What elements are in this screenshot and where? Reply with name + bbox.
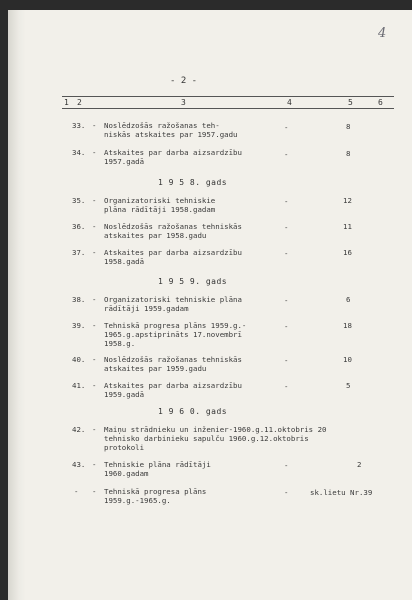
row-title-line1: Atskaites par darba aizsardzību (104, 148, 242, 157)
row-col4: - (284, 356, 289, 365)
row-title-line1: Maiņu strādnieku un inženier-1960.g.11.oktobris 20 (104, 425, 327, 434)
row-dash: - (92, 321, 97, 330)
binder-edge (8, 10, 26, 600)
row-title-line2: 1958.gadā (104, 257, 145, 266)
row-col5: 16 (343, 248, 352, 257)
row-title-line3: protokoli (104, 443, 145, 452)
row-number: 36. (72, 222, 86, 231)
row-number: 43. (72, 460, 86, 469)
row-col5: 18 (343, 321, 352, 330)
row-title-line1: Tehniskie plāna rādītāji (104, 460, 211, 469)
row-title-line1: Organizatoriski tehniskie plāna (104, 295, 242, 304)
row-title-line2: niskās atskaites par 1957.gadu (104, 130, 238, 139)
header-rule-top (62, 96, 394, 97)
row-col5: 2 (357, 460, 362, 469)
row-col4: - (284, 488, 289, 497)
row-number: 41. (72, 381, 86, 390)
row-dash: - (92, 148, 97, 157)
row-dash: - (92, 460, 97, 469)
row-col5: 12 (343, 196, 352, 205)
header-rule-bottom (62, 108, 394, 109)
row-col5: 6 (346, 295, 351, 304)
row-col4: - (284, 322, 289, 331)
section-heading-1958: 1 9 5 8. gads (158, 178, 228, 187)
row-dash: - (92, 487, 97, 496)
section-heading-1960: 1 9 6 0. gads (158, 407, 228, 416)
row-col5: 8 (346, 149, 351, 158)
col-header-4: 4 (287, 98, 292, 107)
row-col4: - (284, 223, 289, 232)
row-title-line1: Noslēdzošās ražošanas teh- (104, 121, 220, 130)
row-title-line2: tehnisko darbinieku sapulču 1960.g.12.oktobris (104, 434, 309, 443)
row-title-line2: 1959.g.-1965.g. (104, 496, 171, 505)
row-number: 40. (72, 355, 86, 364)
row-dash: - (92, 381, 97, 390)
row-col4: - (284, 461, 289, 470)
row-dash: - (92, 222, 97, 231)
page-number: - 2 - (170, 76, 198, 86)
row-title-line2: atskaites par 1959.gadu (104, 364, 207, 373)
row-col4: - (284, 249, 289, 258)
row-title-line1: Noslēdzošās ražošanas tehniskās (104, 222, 242, 231)
section-heading-1959: 1 9 5 9. gads (158, 277, 228, 286)
col-header-3: 3 (181, 98, 186, 107)
row-col5: 11 (343, 222, 352, 231)
row-title-line2: 1965.g.apstiprināts 17.novembrī (104, 330, 242, 339)
row-col4: - (284, 296, 289, 305)
row-title-line2: plāna rādītāji 1958.gadam (104, 205, 216, 214)
row-number: - (74, 487, 79, 496)
row-col4: - (284, 382, 289, 391)
row-title-line1: Tehniskā progresa plāns 1959.g.- (104, 321, 247, 330)
row-title-line1: Atskaites par darba aizsardzību (104, 381, 242, 390)
row-dash: - (92, 425, 97, 434)
row-title-line2: rādītāji 1959.gadam (104, 304, 189, 313)
row-number: 35. (72, 196, 86, 205)
row-title-line1: Noslēdzošās ražošanas tehniskās (104, 355, 242, 364)
row-col5: 8 (346, 122, 351, 131)
row-dash: - (92, 248, 97, 257)
row-title-line3: 1958.g. (104, 339, 136, 348)
corner-page-mark: 4 (378, 26, 387, 41)
row-dash: - (92, 295, 97, 304)
row-col4: - (284, 150, 289, 159)
row-number: 38. (72, 295, 86, 304)
row-col5: sk.lietu Nr.39 (310, 488, 373, 497)
row-dash: - (92, 196, 97, 205)
row-number: 33. (72, 121, 86, 130)
row-col4: - (284, 197, 289, 206)
row-title-line1: Atskaites par darba aizsardzību (104, 248, 242, 257)
col-header-6: 6 (378, 98, 383, 107)
row-title-line1: Organizatoriski tehniskie (104, 196, 216, 205)
col-header-5: 5 (348, 98, 353, 107)
row-number: 34. (72, 148, 86, 157)
row-number: 37. (72, 248, 86, 257)
row-title-line2: 1960.gadam (104, 469, 149, 478)
row-title-line1: Tehniskā progresa plāns (104, 487, 207, 496)
row-title-line2: 1959.gadā (104, 390, 145, 399)
row-dash: - (92, 355, 97, 364)
row-number: 42. (72, 425, 86, 434)
row-title-line2: atskaites par 1958.gadu (104, 231, 207, 240)
row-col5: 5 (346, 381, 351, 390)
col-header-2: 2 (77, 98, 82, 107)
row-col5: 10 (343, 355, 352, 364)
row-dash: - (92, 121, 97, 130)
row-number: 39. (72, 321, 86, 330)
row-col4: - (284, 123, 289, 132)
row-title-line2: 1957.gadā (104, 157, 145, 166)
col-header-1: 1 (64, 98, 69, 107)
